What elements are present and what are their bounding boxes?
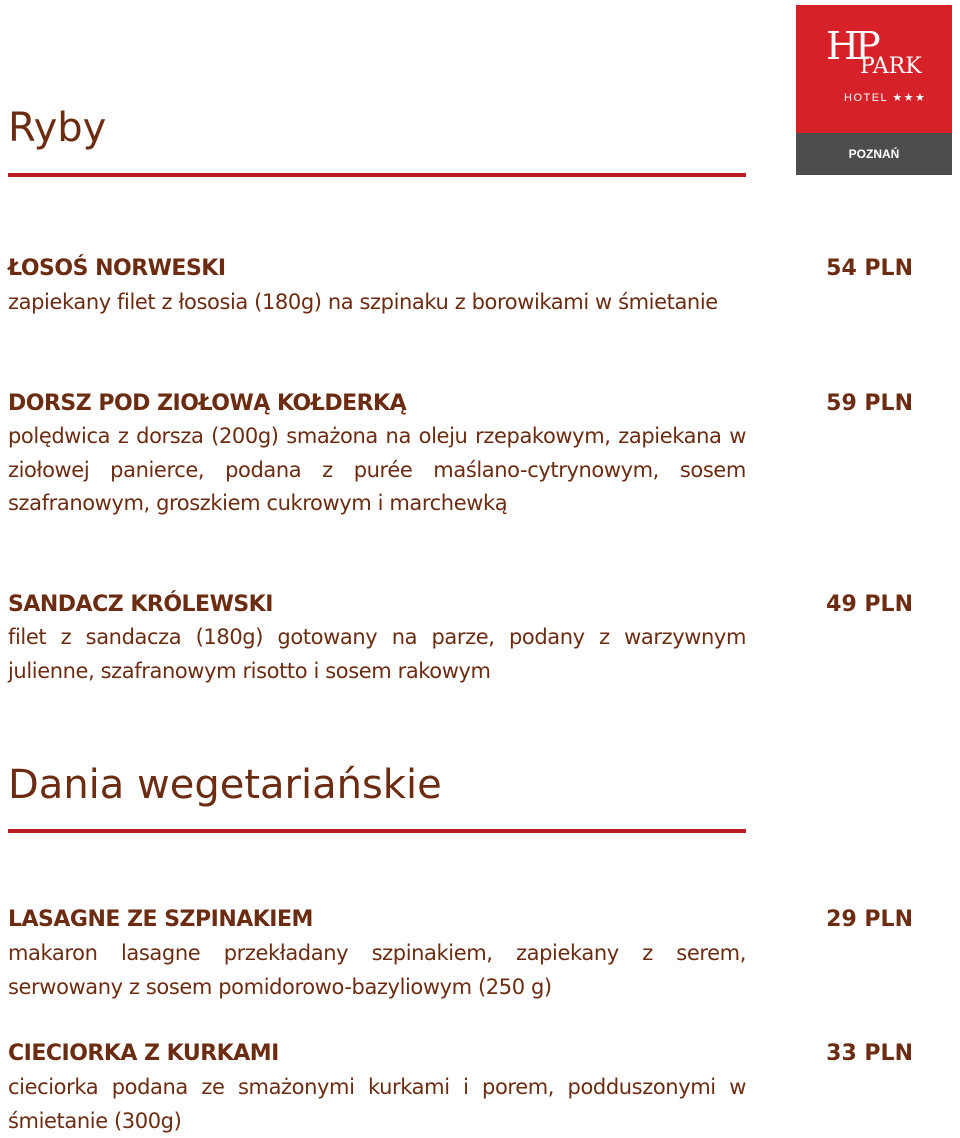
dish-description: cieciorka podana ze smażonymi kurkami i porem, podduszonymi w śmietanie (300g)	[8, 1075, 746, 1133]
dish-description: polędwica z dorsza (200g) smażona na oleju rzepakowym, zapiekana w ziołowej panierce, podana z purée maślano-cytrynowym, sosem szafranowym, groszkiem cukrowym i marchewką	[8, 424, 746, 515]
dish-price: 59 PLN	[826, 391, 913, 416]
hotel-logo	[796, 5, 952, 175]
dish-name: SANDACZ KRÓLEWSKI	[8, 592, 273, 617]
dish-name: DORSZ POD ZIOŁOWĄ KOŁDERKĄ	[8, 391, 407, 416]
dish-price: 49 PLN	[826, 592, 913, 617]
logo-hp-mark: HP	[826, 24, 877, 68]
dish-price: 29 PLN	[826, 907, 913, 932]
section-title-ryby: Ryby	[8, 105, 107, 151]
logo-city-band	[796, 133, 952, 175]
section-divider	[8, 829, 746, 833]
logo-red-panel	[796, 5, 952, 133]
dish-name: LASAGNE ZE SZPINAKIEM	[8, 907, 313, 932]
section-divider	[8, 173, 746, 177]
logo-hotel-text: HOTEL ★★★	[844, 92, 927, 104]
section-title-dania-wegetarianskie: Dania wegetariańskie	[8, 762, 442, 808]
logo-city-text: POZNAŃ	[848, 147, 900, 161]
dish-description: makaron lasagne przekładany szpinakiem, zapiekany z serem, serwowany z sosem pomidorowo-bazyliowym (250 g)	[8, 941, 746, 999]
dish-name: ŁOSOŚ NORWESKI	[8, 256, 226, 281]
dish-name: CIECIORKA Z KURKAMI	[8, 1041, 279, 1066]
dish-price: 54 PLN	[826, 256, 913, 281]
logo-park-text: PARK	[860, 54, 922, 79]
dish-description: filet z sandacza (180g) gotowany na parze, podany z warzywnym julienne, szafranowym risotto i sosem rakowym	[8, 625, 746, 683]
dish-description: zapiekany filet z łososia (180g) na szpinaku z borowikami w śmietanie	[8, 290, 718, 314]
dish-price: 33 PLN	[826, 1041, 913, 1066]
